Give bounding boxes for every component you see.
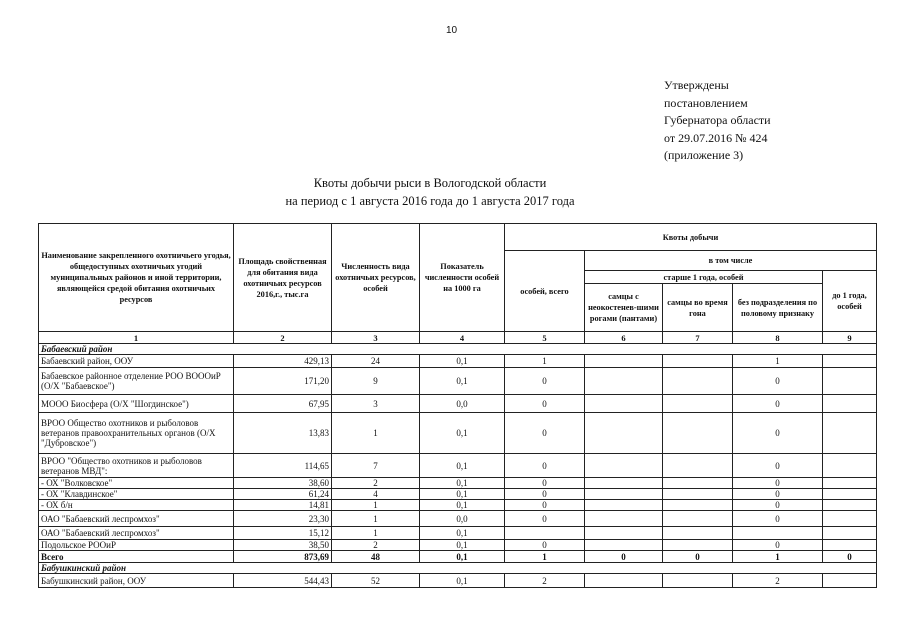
cell-name: - ОХ "Клавдинское" [39,489,234,500]
approval-line: от 29.07.2016 № 424 [664,130,768,145]
header-population: Численность вида охотничьих ресурсов, особей [332,224,420,332]
cell-under1: 0 [823,551,877,563]
table-row [39,540,877,551]
cell-males-antlers [585,574,663,588]
cell-no-sex: 0 [733,454,823,478]
cell-males-rut [663,413,733,454]
cell-population: 4 [332,489,420,500]
header-males-antlers: самцы с неокостенев-шими рогами (пантами) [585,284,663,332]
table-row [39,527,877,540]
cell-total: 0 [505,454,585,478]
cell-under1 [823,368,877,395]
cell-males-rut [663,478,733,489]
section-title: Бабаевский район [39,344,877,355]
header-including: в том числе [585,251,877,271]
cell-area: 544,43 [234,574,332,588]
cell-no-sex: 1 [733,551,823,563]
cell-name: - ОХ "Волковское" [39,478,234,489]
cell-population: 24 [332,355,420,368]
cell-males-rut [663,368,733,395]
cell-no-sex: 0 [733,413,823,454]
cell-males-antlers: 0 [585,551,663,563]
cell-total: 0 [505,368,585,395]
cell-name: Всего [39,551,234,563]
cell-total: 0 [505,478,585,489]
cell-total [505,527,585,540]
table-row [39,413,877,454]
cell-under1 [823,355,877,368]
cell-area: 67,95 [234,395,332,413]
cell-name: ОАО "Бабаевский леспромхоз" [39,511,234,527]
table-row [39,489,877,500]
cell-total: 0 [505,540,585,551]
table-row [39,368,877,395]
cell-under1 [823,511,877,527]
cell-under1 [823,413,877,454]
cell-under1 [823,500,877,511]
cell-males-antlers [585,540,663,551]
cell-name: ВРОО "Общество охотников и рыболовов ветеранов МВД": [39,454,234,478]
column-number: 7 [663,332,733,344]
header-total: особей, всего [505,251,585,332]
header-older: старше 1 года, особей [585,271,823,284]
approval-line: постановлением [664,95,748,110]
cell-under1 [823,454,877,478]
quota-table [38,223,877,588]
cell-area: 873,69 [234,551,332,563]
cell-no-sex: 0 [733,511,823,527]
cell-area: 171,20 [234,368,332,395]
cell-no-sex: 0 [733,500,823,511]
cell-density: 0,1 [420,413,505,454]
cell-no-sex: 0 [733,540,823,551]
cell-density: 0,1 [420,500,505,511]
cell-total: 1 [505,551,585,563]
cell-population: 52 [332,574,420,588]
cell-name: ВРОО Общество охотников и рыболовов ветеранов правоохранительных органов (О/Х "Дубровское") [39,413,234,454]
cell-population: 7 [332,454,420,478]
cell-under1 [823,527,877,540]
cell-population: 1 [332,500,420,511]
header-density: Показатель численности особей на 1000 га [420,224,505,332]
column-number: 6 [585,332,663,344]
table-row [39,454,877,478]
cell-males-antlers [585,478,663,489]
cell-population: 1 [332,527,420,540]
column-number: 8 [733,332,823,344]
cell-no-sex: 0 [733,489,823,500]
cell-males-antlers [585,395,663,413]
cell-total: 0 [505,489,585,500]
column-number: 3 [332,332,420,344]
cell-males-rut [663,574,733,588]
cell-males-rut [663,454,733,478]
cell-name: Бабаевское районное отделение РОО ВОООиР (О/Х "Бабаевское") [39,368,234,395]
cell-males-antlers [585,489,663,500]
cell-total: 0 [505,511,585,527]
cell-name: МООО Биосфера (О/Х "Шогдинское") [39,395,234,413]
cell-density: 0,1 [420,355,505,368]
cell-no-sex: 0 [733,395,823,413]
table-row [39,478,877,489]
approval-line: Утверждены [664,78,729,92]
approval-line: (приложение 3) [664,148,744,162]
cell-area: 429,13 [234,355,332,368]
column-number: 1 [39,332,234,344]
cell-males-rut [663,540,733,551]
cell-name: ОАО "Бабаевский леспромхоз" [39,527,234,540]
cell-no-sex: 2 [733,574,823,588]
column-numbers-row [39,332,877,344]
document-subtitle: на период с 1 августа 2016 года до 1 августа 2017 года [285,194,575,208]
cell-total: 0 [505,500,585,511]
cell-density: 0,1 [420,454,505,478]
cell-population: 3 [332,395,420,413]
cell-under1 [823,574,877,588]
table-row [39,500,877,511]
cell-males-rut [663,500,733,511]
cell-under1 [823,478,877,489]
cell-population: 1 [332,413,420,454]
table-row [39,355,877,368]
section-title: Бабушкинский район [39,563,877,574]
cell-under1 [823,540,877,551]
header-males-rut: самцы во время гона [663,284,733,332]
cell-density: 0,1 [420,527,505,540]
cell-density: 0,1 [420,551,505,563]
page-number: 10 [446,25,458,36]
cell-area: 15,12 [234,527,332,540]
total-row [39,551,877,563]
table-row [39,395,877,413]
cell-area: 114,65 [234,454,332,478]
cell-under1 [823,489,877,500]
cell-males-antlers [585,368,663,395]
cell-density: 0,0 [420,395,505,413]
cell-name: Подольское РООиР [39,540,234,551]
cell-males-rut [663,395,733,413]
section-row [39,563,877,574]
header-quotas: Квоты добычи [505,224,877,251]
section-row [39,344,877,355]
table-body [39,344,877,588]
cell-area: 38,60 [234,478,332,489]
cell-population: 2 [332,478,420,489]
cell-under1 [823,395,877,413]
table-row [39,574,877,588]
column-number: 4 [420,332,505,344]
cell-density: 0,1 [420,574,505,588]
cell-total: 2 [505,574,585,588]
cell-area: 23,30 [234,511,332,527]
cell-density: 0,1 [420,489,505,500]
document-title: Квоты добычи рыси в Вологодской области [313,176,547,190]
header-name: Наименование закрепленного охотничьего угодья, общедоступных охотничьих угодий муниципальных районов и иной территории, являющейся средой обитания охотничьих ресурсов [39,224,234,332]
cell-males-antlers [585,527,663,540]
cell-males-rut: 0 [663,551,733,563]
cell-males-rut [663,511,733,527]
cell-name: Бабаевский район, ООУ [39,355,234,368]
cell-density: 0,0 [420,511,505,527]
cell-population: 2 [332,540,420,551]
cell-males-antlers [585,500,663,511]
cell-area: 13,83 [234,413,332,454]
cell-males-antlers [585,413,663,454]
cell-males-antlers [585,511,663,527]
cell-area: 61,24 [234,489,332,500]
cell-no-sex [733,527,823,540]
cell-density: 0,1 [420,540,505,551]
cell-males-antlers [585,454,663,478]
cell-density: 0,1 [420,368,505,395]
cell-males-antlers [585,355,663,368]
cell-area: 38,50 [234,540,332,551]
cell-name: - ОХ б/н [39,500,234,511]
cell-no-sex: 0 [733,478,823,489]
cell-density: 0,1 [420,478,505,489]
column-number: 9 [823,332,877,344]
cell-name: Бабушкинский район, ООУ [39,574,234,588]
header-no-sex: без подразделения по половому признаку [733,284,823,332]
table-row [39,511,877,527]
cell-total: 0 [505,395,585,413]
header-area: Площадь свойственная для обитания вида охотничьих ресурсов 2016,г., тыс.га [234,224,332,332]
cell-males-rut [663,489,733,500]
cell-males-rut [663,527,733,540]
cell-total: 0 [505,413,585,454]
header-under1: до 1 года, особей [823,271,877,332]
cell-total: 1 [505,355,585,368]
cell-no-sex: 1 [733,355,823,368]
column-number: 5 [505,332,585,344]
cell-area: 14,81 [234,500,332,511]
cell-males-rut [663,355,733,368]
cell-population: 9 [332,368,420,395]
cell-no-sex: 0 [733,368,823,395]
approval-line: Губернатора области [664,113,771,127]
column-number: 2 [234,332,332,344]
cell-population: 1 [332,511,420,527]
cell-population: 48 [332,551,420,563]
approval-stamp [664,77,771,165]
